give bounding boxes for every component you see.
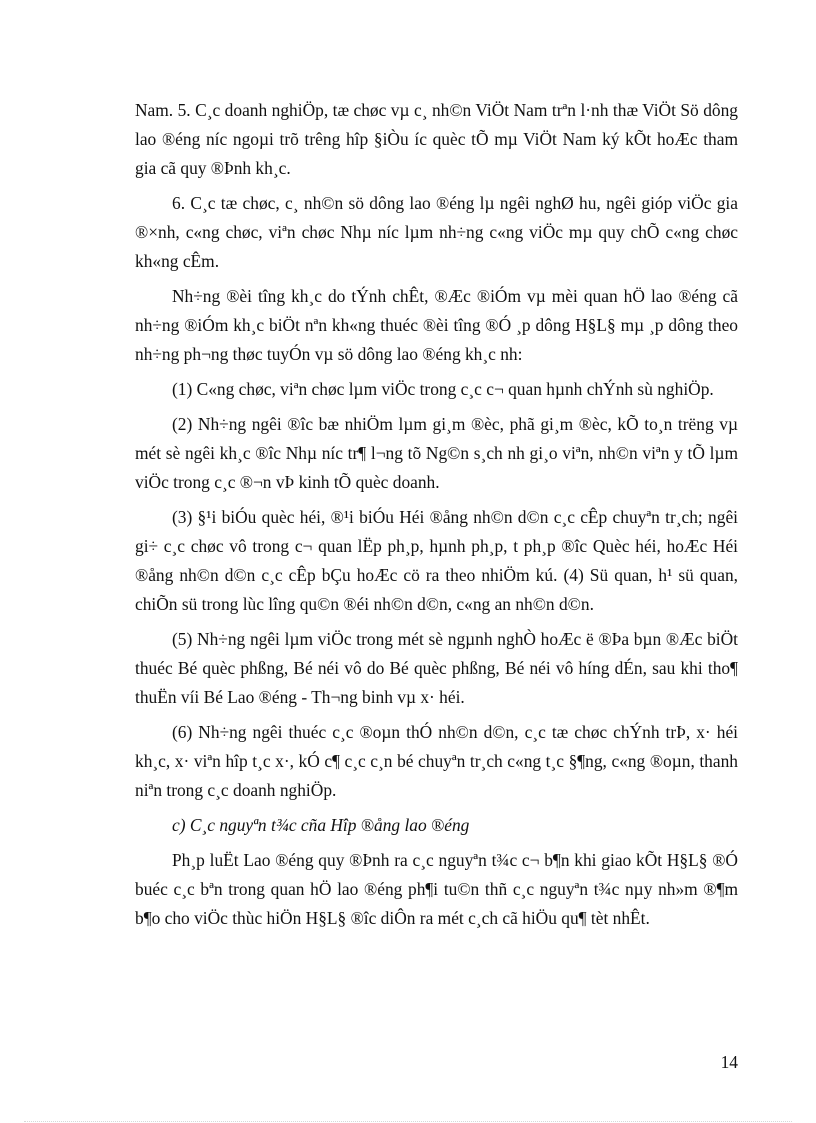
page-bottom-divider (24, 1121, 792, 1122)
page-number: 14 (720, 1052, 738, 1072)
paragraph-other-subjects: Nh÷ng ®èi tîng kh¸c do tÝnh chÊt, ®Æc ®iÓm vµ mèi quan hÖ lao ®éng cã nh÷ng ®iÓm kh¸c biÖt nªn kh«ng thuéc ®èi tîng ®Ó ¸p dông H§L§ mµ ¸p dông theo nh÷ng ph¬ng thøc tuyÓn vµ sö dông lao ®éng kh¸c nh: (135, 286, 738, 364)
paragraph-list-item-3-4: (3) §¹i biÓu quèc héi, ®¹i biÓu Héi ®ång nh©n d©n c¸c cÊp chuyªn tr¸ch; ngêi gi÷ c¸c chøc vô trong c¬ quan lËp ph¸p, hµnh ph¸p, t ph¸p ®îc Quèc héi, hoÆc Héi ®ång nh©n d©n c¸c cÊp bÇu hoÆc cö ra theo nhiÖm kú. (4) Sü quan, h¹ sü quan, chiÕn sü trong lùc lîng qu©n ®éi nh©n d©n, c«ng an nh©n d©n. (135, 507, 738, 614)
paragraph-list-item-1: (1) C«ng chøc, viªn chøc lµm viÖc trong c¸c c¬ quan hµnh chÝnh sù nghiÖp. (172, 379, 714, 399)
document-body (135, 96, 738, 939)
paragraph-item-6: 6. C¸c tæ chøc, c¸ nh©n sö dông lao ®éng lµ ngêi nghØ hu, ngêi gióp viÖc gia ®×nh, c«ng chøc, viªn chøc Nhµ níc lµm nh÷ng c«ng viÖc mµ quy chÕ c«ng chøc kh«ng cÊm. (135, 193, 738, 271)
section-heading: c) C¸c nguyªn t¾c cña Hîp ®ång lao ®éng (172, 815, 470, 835)
paragraph-list-item-6: (6) Nh÷ng ngêi thuéc c¸c ®oµn thÓ nh©n d©n, c¸c tæ chøc chÝnh trÞ, x· héi kh¸c, x· viªn hîp t¸c x·, kÓ c¶ c¸c c¸n bé chuyªn tr¸ch c«ng t¸c §¶ng, c«ng ®oµn, thanh niªn trong c¸c doanh nghiÖp. (135, 722, 738, 800)
paragraph-principles: Ph¸p luËt Lao ®éng quy ®Þnh ra c¸c nguyªn t¾c c¬ b¶n khi giao kÕt H§L§ ®Ó buéc c¸c bªn trong quan hÖ lao ®éng ph¶i tu©n thñ c¸c nguyªn t¾c nµy nh»m ®¶m b¶o cho viÖc thùc hiÖn H§L§ ®îc diÔn ra mét c¸ch cã hiÖu qu¶ tèt nhÊt. (135, 850, 738, 928)
paragraph-continuation: Nam. 5. C¸c doanh nghiÖp, tæ chøc vµ c¸ nh©n ViÖt Nam trªn l·nh thæ ViÖt Sö dông lao ®éng níc ngoµi trõ trêng hîp §iÒu íc quèc tÕ mµ ViÖt Nam ký kÕt hoÆc tham gia cã quy ®Þnh kh¸c. (135, 100, 738, 178)
paragraph-list-item-2: (2) Nh÷ng ngêi ®îc bæ nhiÖm lµm gi¸m ®èc, phã gi¸m ®èc, kÕ to¸n trëng vµ mét sè ngêi kh¸c ®îc Nhµ níc tr¶ l¬ng tõ Ng©n s¸ch nh gi¸o viªn, nh©n viªn y tÕ lµm viÖc trong c¸c ®¬n vÞ kinh tÕ quèc doanh. (135, 414, 738, 492)
paragraph-list-item-5: (5) Nh÷ng ngêi lµm viÖc trong mét sè ngµnh nghÒ hoÆc ë ®Þa bµn ®Æc biÖt thuéc Bé quèc phßng, Bé néi vô do Bé quèc phßng, Bé néi vô híng dÉn, sau khi tho¶ thuËn víi Bé Lao ®éng - Th¬ng binh vµ x· héi. (135, 629, 738, 707)
